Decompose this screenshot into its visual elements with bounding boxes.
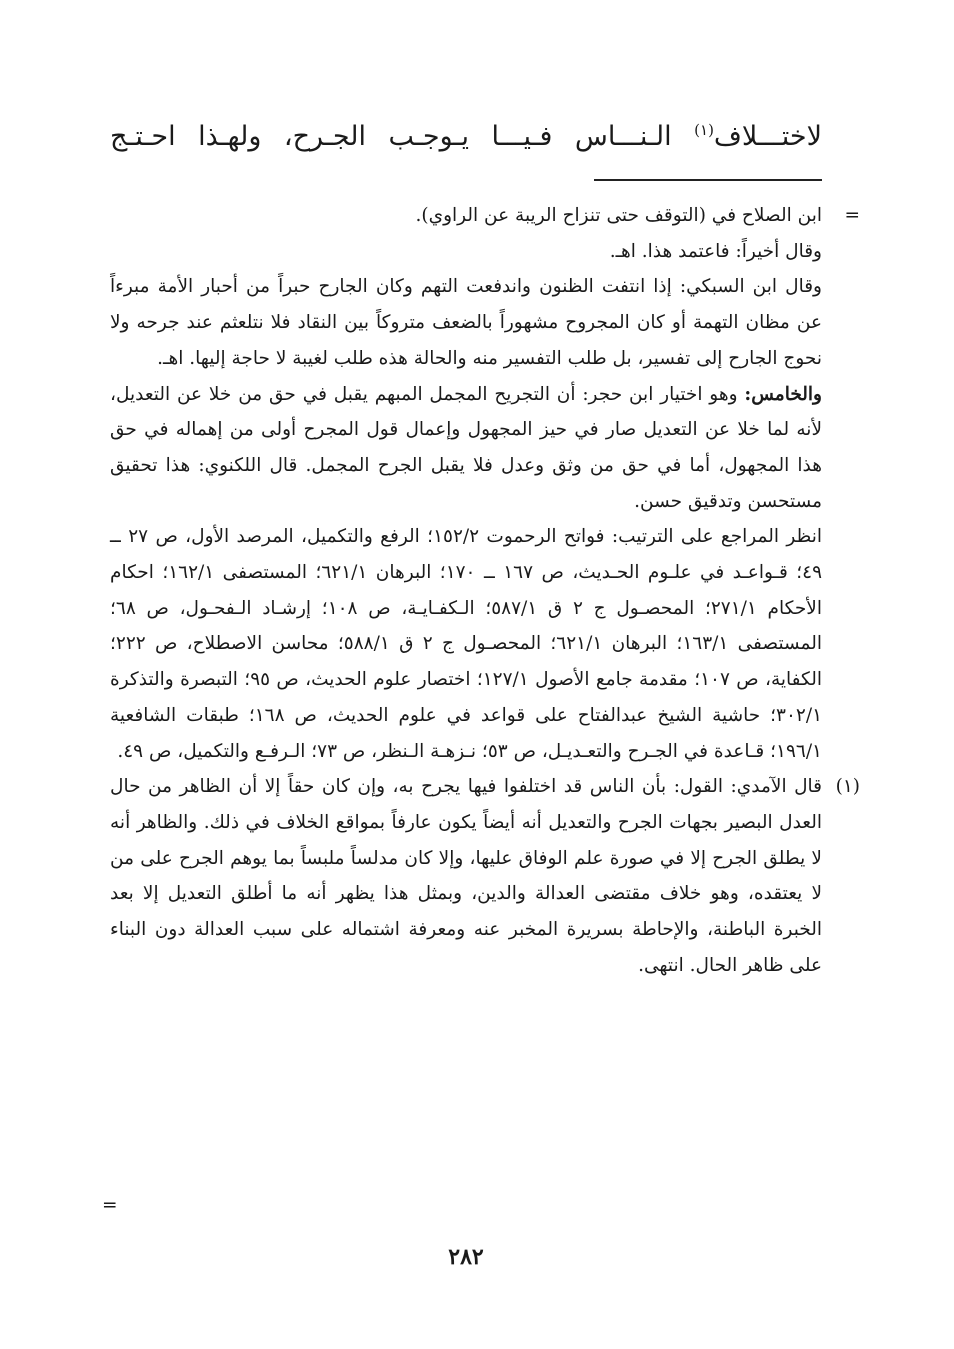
footnote-paragraph: وقال ابن السبكي: إذا انتفت الظنون واندفعت التهم وكان الجارح حبراً من أحبار الأمة مبرءاً عن مظان التهمة أو كان المجروح مشهوراً بالضعف متروكاً بين النقاد فلا نتلعثم عند جرحه ولا نحوج الجارح إلى تفسير، بل طلب التفسير منه والحالة هذه طلب لغيبة لا حاجة إليها. اهـ. — [110, 276, 822, 369]
main-text-before-note: لاختـــلاف — [713, 121, 822, 152]
note-reference[interactable]: (١) — [694, 121, 714, 139]
footnote-continued-marker: = — [844, 205, 860, 226]
page-number: ٢٨٢ — [448, 1244, 484, 1270]
footnote-continued — [110, 198, 860, 769]
footnote-1-text: قال الآمدي: القول: بأن الناس قد اختلفوا فيها يجرح به، وإن كان حقاً إلا أن الظاهر من حال العدل البصير بجهات الجرح والتعديل أنه أيضاً يكون عارفاً بمواقع الخلاف في ذلك. والظاهر أنه لا يطلق الجرح إلا في صورة علم الوفاق عليها، وإلا كان مدلساً ملبساً بما يوهم الجرح على من لا يعتقده، وهو خلاف مقتضى العدالة والدين، وبمثل هذا يظهر أنه ما أطلق التعديل إلا بعد الخبرة الباطنة، والإحاطة بسريرة المخبر عنه ومعرفة اشتماله على سبب العدالة دون البناء على ظاهر الحال. انتهى. — [110, 776, 822, 976]
footnote-paragraph: ابن الصلاح في (التوقف حتى تنزاح الريبة عن الراوي). — [415, 205, 822, 226]
footnote-paragraph: والخامس: وهو اختيار ابن حجر: أن التجريح المجمل المبهم يقبل في حق من خلا عن التعديل، لأنه لما خلا عن التعديل صار في حيز المجهول وإعمال قول المجرح أولى من إهماله في حق هذا المجهول، أما في حق من وثق وعدل فلا يقبل الجرح المجمل. قال اللكنوي: هذا تحقيق مستحسن وتدقيق حسن. — [110, 383, 822, 512]
continuation-marker: = — [102, 1195, 118, 1216]
footnote-separator — [594, 179, 822, 181]
footnote-1 — [110, 769, 860, 983]
paragraph-lead: والخامس: — [744, 383, 822, 405]
footnote-1-marker[interactable]: (١) — [835, 776, 860, 798]
footnotes — [110, 198, 860, 983]
footnote-references: انظر المراجع على الترتيب: فواتح الرحموت ١٥٢/٢؛ الرفع والتكميل، المرصد الأول، ص ٢٧ ــ ٤٩؛ قـواعـد في علـوم الحـديث، ص ١٦٧ ــ ١٧٠؛ البرهان ٦٢١/١؛ المستصفى ١٦٢/١؛ احكام الأحكام ٢٧١/١؛ المحصـول ج ٢ ق ٥٨٧/١؛ الـكفـايـة، ص ١٠٨؛ إرشـاد الـفحـول، ص ٦٨؛ المستصفى ١٦٣/١؛ البرهان ٦٢١/١؛ المحصـول ج ٢ ق ٥٨٨/١؛ محاسن الاصطلاح، ص ٢٢٢؛ الكفاية، ص ١٠٧؛ مقدمة جامع الأصول ١٢٧/١؛ اختصار علوم الحديث، ص ٩٥؛ التبصرة والتذكرة ٣٠٢/١؛ حاشية الشيخ عبدالفتاح على قواعد في علوم الحديث، ص ١٦٨؛ طبقات الشافعية ١٩٦/١؛ قـاعدة في الجـرح والتعـديـل، ص ٥٣؛ نـزهـة الـنظر، ص ٧٣؛ الـرفـع والتكميل، ص ٤٩. — [110, 526, 823, 762]
footnote-paragraph: وقال أخيراً: فاعتمد هذا. اهـ. — [609, 240, 822, 262]
main-text-line — [110, 108, 822, 159]
document-page — [102, 0, 860, 1349]
main-text-after-note: الـنـــاس فـيـــا يـوجـب الجـرح، ولهـذا احـتـج — [110, 121, 695, 152]
